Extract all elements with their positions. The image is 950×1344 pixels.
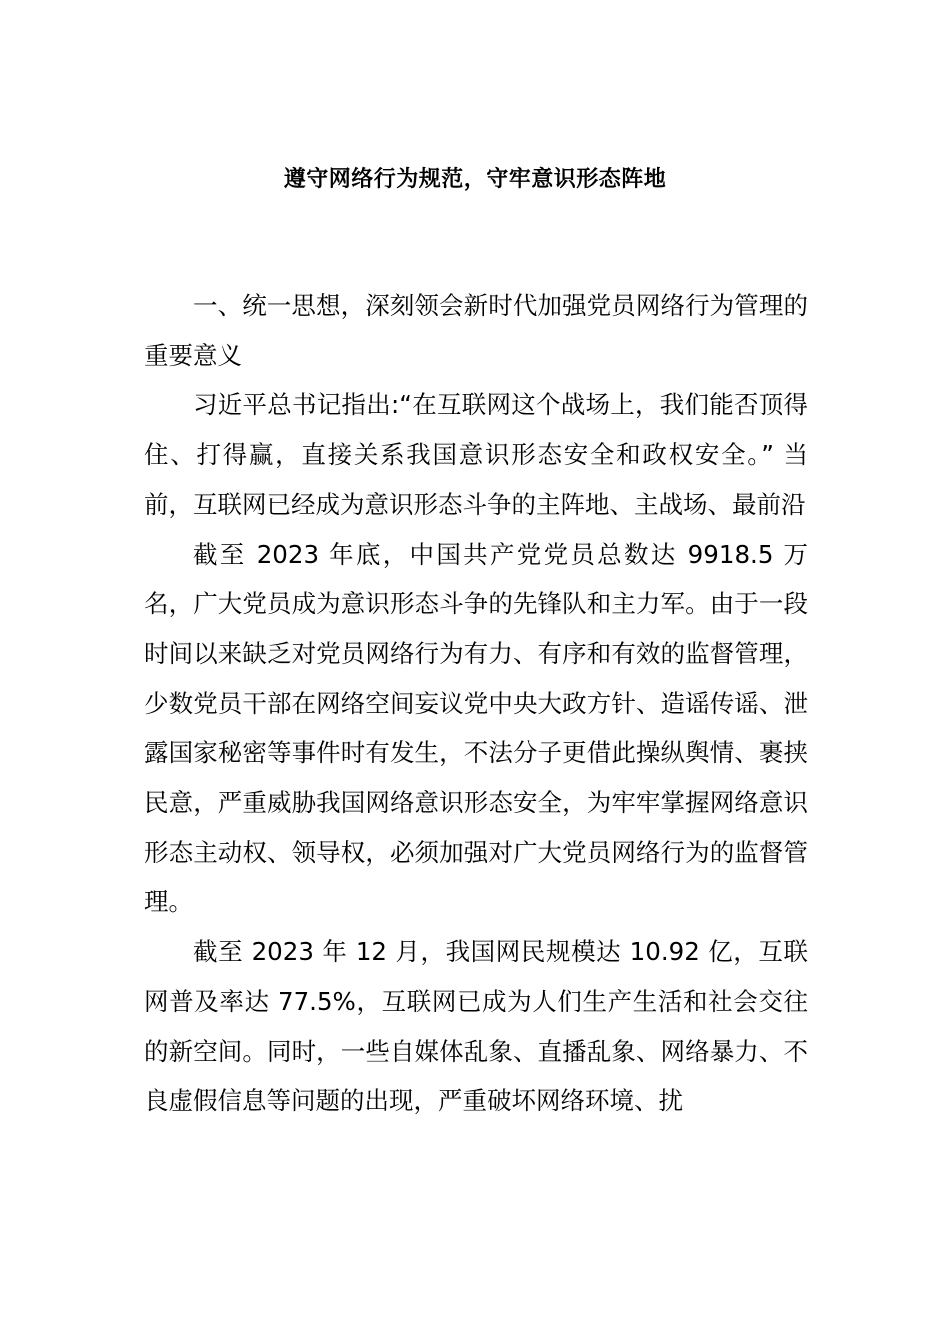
paragraph-netizens: 截至 2023 年 12 月，我国网民规模达 10.92 亿，互联网普及率达 77.5%，互联网已成为人们生产生活和社会交往的新空间。同时，一些自媒体乱象、直播乱象、网络暴力、不良虚假信息等问题的出现，严重破坏网络环境、扰 [144,937,808,1116]
document-body [144,281,808,1126]
section-heading: 一、统一思想，深刻领会新时代加强党员网络行为管理的重要意义 [144,291,808,370]
paragraph-quote: 习近平总书记指出:“在互联网这个战场上，我们能否顶得住、打得赢，直接关系我国意识形态安全和政权安全。” 当前，互联网已经成为意识形态斗争的主阵地、主战场、最前沿 [144,390,808,519]
document-title: 遵守网络行为规范，守牢意识形态阵地 [283,167,667,192]
paragraph-party-members: 截至 2023 年底，中国共产党党员总数达 9918.5 万名，广大党员成为意识形态斗争的先锋队和主力军。由于一段时间以来缺乏对党员网络行为有力、有序和有效的监督管理，少数党员干部在网络空间妄议党中央大政方针、造谣传谣、泄露国家秘密等事件时有发生，不法分子更借此操纵舆情、裹挟民意，严重威胁我国网络意识形态安全，为牢牢掌握网络意识形态主动权、领导权，必须加强对广大党员网络行为的监督管理。 [144,539,808,917]
